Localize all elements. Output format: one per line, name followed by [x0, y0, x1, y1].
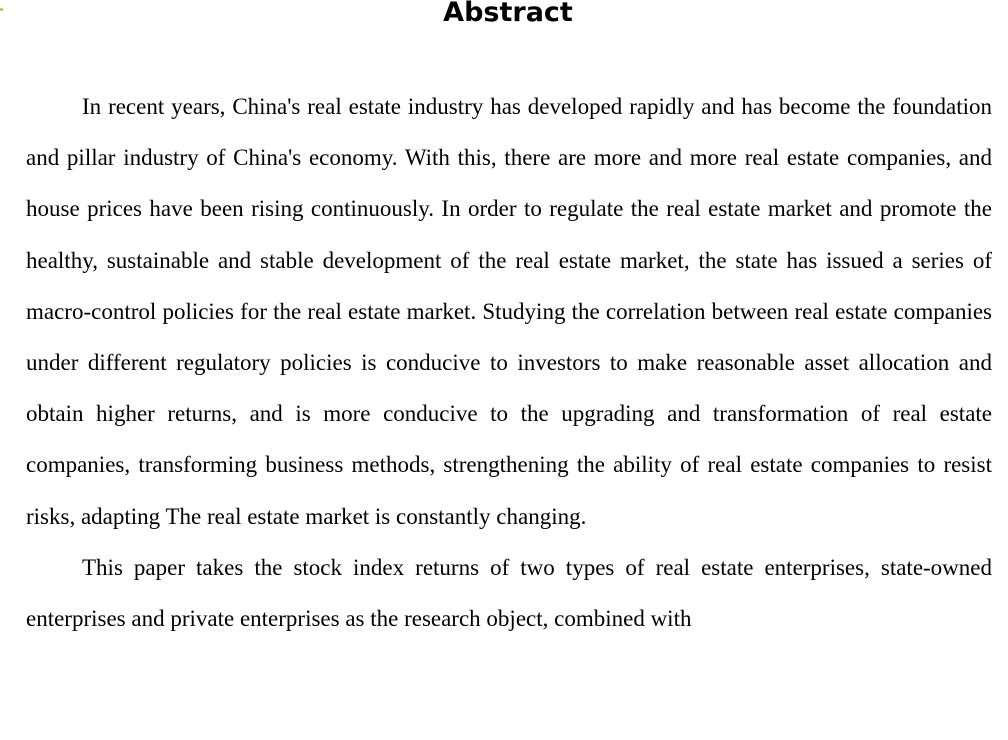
abstract-paragraph-1: In recent years, China's real estate industry has developed rapidly and has become the foundation and pillar industry of China's economy. With this, there are more and more real estate companies, and house prices have been rising continuously. In order to regulate the real estate market and promote the healthy, sustainable and stable development of the real estate market, the state has issued a series of macro-control policies for the real estate market. Studying the correlation between real estate companies under different regulatory policies is conducive to investors to make reasonable asset allocation and obtain higher returns, and is more conducive to the upgrading and transformation of real estate companies, transforming business methods, strengthening the ability of real estate companies to resist risks, adapting The real estate market is constantly changing.	[26, 94, 992, 529]
abstract-body	[26, 81, 992, 644]
abstract-title: Abstract	[443, 0, 573, 28]
abstract-paragraph-2: This paper takes the stock index returns of two types of real estate enterprises, state-owned enterprises and private enterprises as the research object, combined with	[26, 554, 992, 632]
